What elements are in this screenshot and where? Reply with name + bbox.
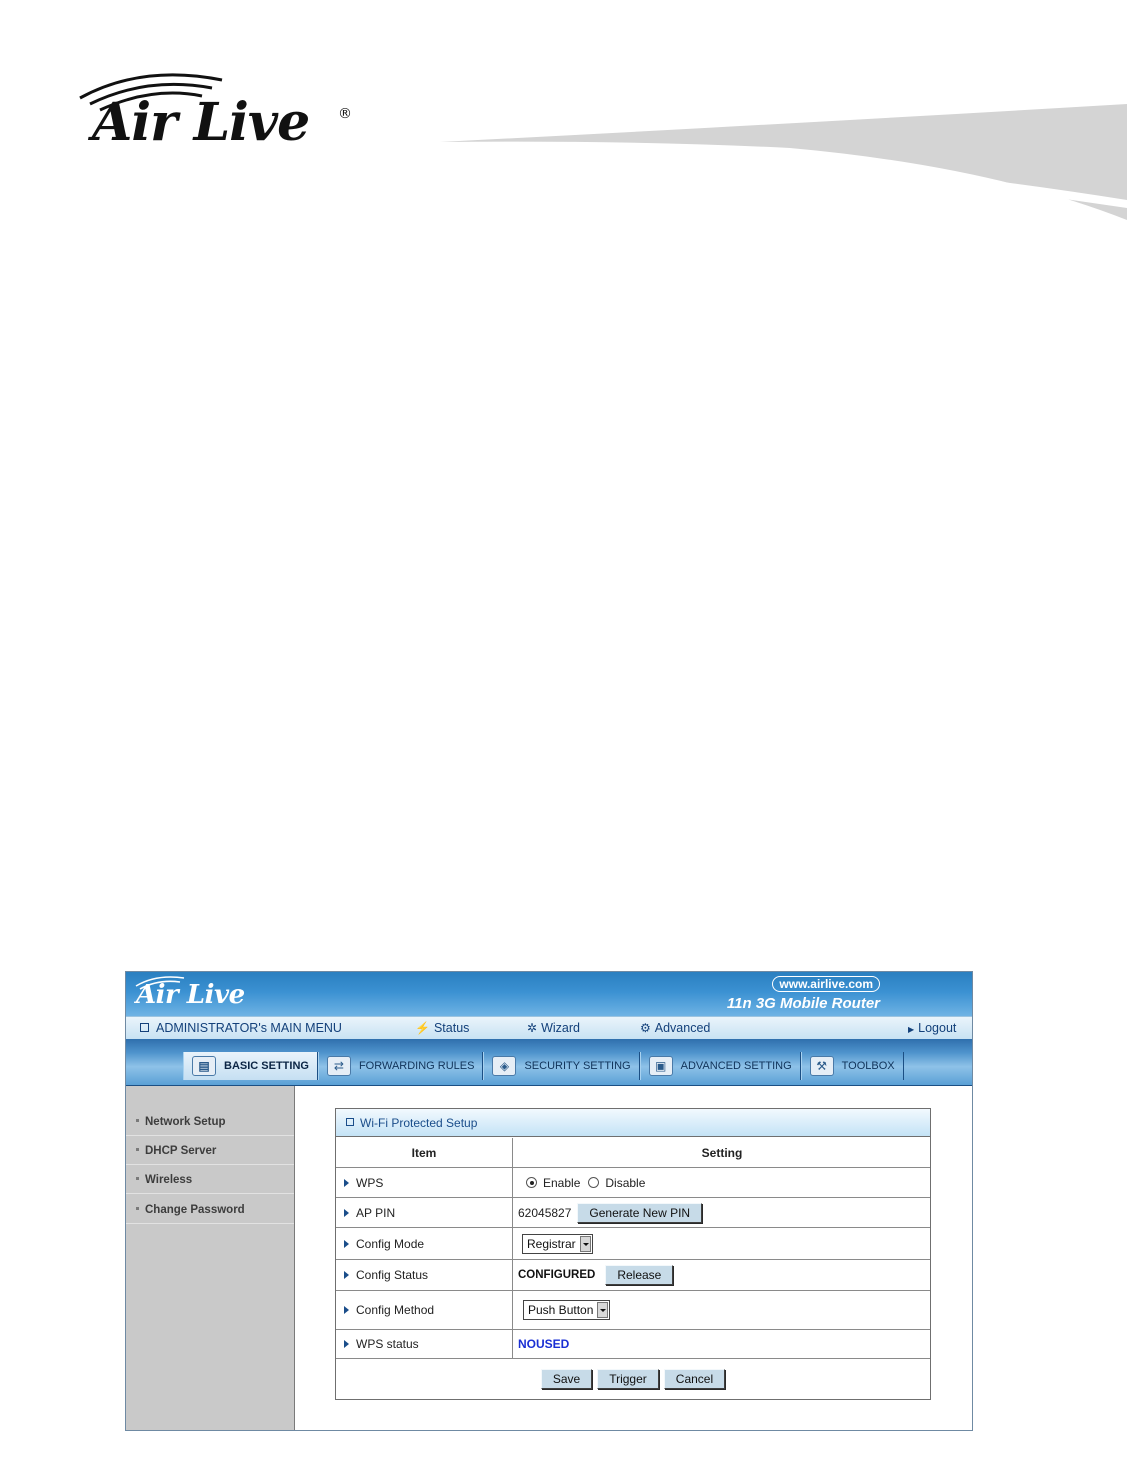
advanced-icon: ⚙ [640,1021,651,1035]
sidebar-item-label: Network Setup [145,1116,226,1128]
chevron-down-icon [597,1302,608,1318]
trigger-button[interactable]: Trigger [597,1369,659,1389]
row-label [336,1330,513,1358]
row-config-status [336,1260,930,1291]
sidebar-item-dhcp-server[interactable] [126,1137,294,1165]
arrows-icon: ⇄ [327,1056,351,1076]
tab-security-setting[interactable] [483,1052,639,1080]
sidebar-item-label: Change Password [145,1204,245,1216]
menu-wizard-link[interactable] [527,1021,580,1035]
row-label-text: WPS status [356,1337,419,1351]
config-method-selected: Push Button [528,1303,594,1317]
row-label [336,1198,513,1227]
tab-advanced-setting[interactable] [640,1052,801,1080]
config-mode-selected: Registrar [527,1236,576,1251]
main-menu-title [140,1021,342,1035]
tab-label: BASIC SETTING [224,1060,309,1072]
tab-label: FORWARDING RULES [358,1060,475,1072]
header-item: Item [336,1138,513,1167]
config-mode-select[interactable] [522,1234,593,1254]
row-label-text: Config Method [356,1303,435,1317]
registered-mark: ® [338,106,352,122]
save-button[interactable]: Save [541,1369,592,1389]
settings-tab-bar [126,1039,972,1086]
arrow-right-icon [344,1179,349,1187]
sidebar-item-network-setup[interactable] [126,1108,294,1136]
tab-toolbox[interactable] [801,1052,904,1080]
panel-title [336,1109,930,1137]
row-label-text: AP PIN [356,1205,396,1220]
row-label-text: Config Status [356,1268,429,1282]
sidebar-item-label: Wireless [145,1174,193,1186]
config-mode-cell [514,1228,930,1259]
generate-new-pin-button[interactable]: Generate New PIN [577,1203,702,1223]
config-status-value: CONFIGURED [518,1269,596,1281]
wps-enable-radio[interactable] [526,1177,537,1188]
row-label-text: Config Mode [356,1236,425,1251]
menu-advanced-link[interactable] [640,1021,710,1035]
triangle-right-icon: ▶ [908,1025,915,1034]
menu-logout-link[interactable] [908,1021,956,1035]
header-setting: Setting [701,1145,743,1160]
main-menu-label: ADMINISTRATOR's MAIN MENU [156,1021,342,1035]
document-logo-text: Air Live [92,92,310,153]
menu-wizard-label: Wizard [541,1021,580,1035]
status-icon: ⚡ [415,1021,430,1035]
router-admin-ui [125,971,973,1431]
arrow-right-icon [344,1271,349,1279]
panel-title-text: Wi-Fi Protected Setup [360,1116,478,1130]
ap-pin-value: 62045827 [518,1205,572,1220]
header-swoosh-graphic [430,96,1127,226]
row-label [336,1168,513,1197]
menu-status-label: Status [433,1021,470,1035]
wps-disable-label: Disable [605,1175,646,1190]
airlive-document-logo [72,66,372,166]
sidebar [126,1086,295,1430]
main-menu-bar [126,1016,972,1040]
menu-logout-label: Logout [918,1021,957,1035]
sidebar-item-wireless[interactable] [126,1166,294,1194]
tab-label: ADVANCED SETTING [680,1060,792,1072]
ap-pin-cell [514,1198,930,1227]
action-buttons [336,1359,930,1399]
router-banner [126,972,972,1016]
tab-label: TOOLBOX [841,1060,895,1072]
row-config-method [336,1291,930,1330]
wps-status-value: NOUSED [518,1337,570,1351]
release-button[interactable]: Release [605,1265,673,1285]
tab-basic-setting[interactable] [183,1052,318,1080]
product-name: 11n 3G Mobile Router [726,995,880,1012]
tab-label: SECURITY SETTING [524,1060,631,1072]
row-wps-status [336,1330,930,1359]
row-label [336,1291,513,1329]
wps-disable-radio[interactable] [588,1177,599,1188]
shield-icon: ◈ [492,1056,516,1076]
bullet-icon [136,1148,139,1151]
wizard-icon: ✲ [527,1021,538,1035]
config-status-cell [514,1260,930,1290]
sidebar-item-change-password[interactable] [126,1196,294,1224]
square-bullet-icon [140,1023,149,1032]
arrow-right-icon [344,1340,349,1348]
tab-strip [183,1052,904,1080]
tab-forwarding-rules[interactable] [318,1052,484,1080]
bullet-icon [136,1177,139,1180]
banner-logo-text: Air Live [136,980,245,1010]
row-wps [336,1168,930,1198]
cancel-button[interactable]: Cancel [664,1369,725,1389]
menu-advanced-label: Advanced [654,1021,711,1035]
box-icon: ▣ [649,1056,673,1076]
row-label [336,1260,513,1290]
row-label [336,1228,513,1259]
menu-status-link[interactable] [415,1021,469,1035]
arrow-right-icon [344,1306,349,1314]
arrow-right-icon [344,1209,349,1217]
arrow-right-icon [344,1240,349,1248]
row-ap-pin [336,1198,930,1228]
wps-settings-panel [335,1108,931,1400]
row-label-text: WPS [356,1175,384,1190]
website-link[interactable]: www.airlive.com [772,976,880,992]
wps-status-cell [514,1330,930,1358]
chevron-down-icon [580,1236,591,1252]
notebook-icon: ▤ [192,1056,216,1076]
wps-enable-label: Enable [543,1175,581,1190]
square-bullet-icon [346,1118,354,1126]
config-method-cell [514,1291,930,1329]
table-header-row [336,1138,930,1168]
row-config-mode [336,1228,930,1260]
bullet-icon [136,1207,139,1210]
config-method-select[interactable] [523,1300,610,1320]
sidebar-item-label: DHCP Server [145,1145,217,1157]
toolbox-icon: ⚒ [810,1056,834,1076]
bullet-icon [136,1119,139,1122]
wps-radio-group [514,1168,930,1197]
